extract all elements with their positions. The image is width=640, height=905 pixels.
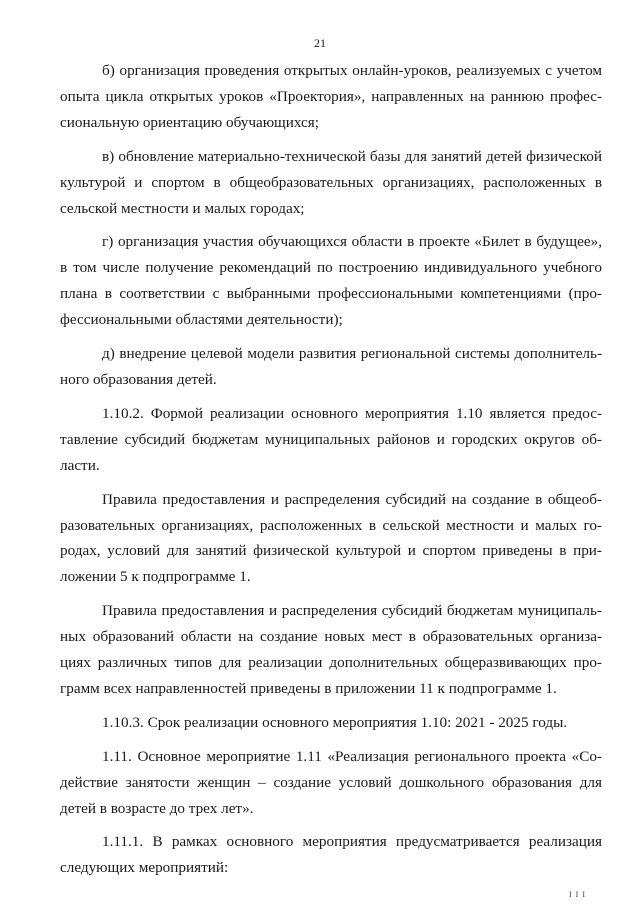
text-line: в том числе получение рекомендаций по построению индивидуального учебного <box>60 259 602 277</box>
text-line: в) обновление материально-технической базы для занятий детей физической <box>102 147 602 165</box>
document-body <box>60 58 602 889</box>
footer-mark: I I I <box>569 890 586 899</box>
paragraph <box>60 341 602 393</box>
text-line: действие занятости женщин – создание условий дошкольного образования для <box>60 773 602 791</box>
text-line: сельской местности и малых городах; <box>60 199 305 217</box>
text-line: тавление субсидий бюджетам муниципальных районов и городских округов об- <box>60 430 602 448</box>
text-line: 1.11. Основное мероприятие 1.11 «Реализация регионального проекта «Со- <box>102 747 602 765</box>
text-line: г) организация участия обучающихся области в проекте «Билет в будущее», <box>102 233 602 251</box>
paragraph <box>60 598 602 702</box>
text-line: д) внедрение целевой модели развития региональной системы дополнитель- <box>102 345 602 363</box>
text-line: следующих мероприятий: <box>60 859 229 877</box>
text-line: 1.10.2. Формой реализации основного мероприятия 1.10 является предос- <box>102 404 602 422</box>
text-line: сиональную ориентацию обучающихся; <box>60 113 319 131</box>
text-line: фессиональными областями деятельности); <box>60 311 343 329</box>
text-line: родах, условий для занятий физической культурой и спортом приведены в при- <box>60 542 602 560</box>
paragraph <box>60 710 602 736</box>
paragraph <box>60 229 602 333</box>
paragraph <box>60 487 602 591</box>
text-line: культурой и спортом в общеобразовательных организациях, расположенных в <box>60 173 602 191</box>
paragraph <box>60 58 602 136</box>
text-line: плана в соответствии с выбранными профессиональными компетенциями (про- <box>60 285 602 303</box>
text-line: ных образований области на создание новых мест в образовательных организа- <box>60 628 602 646</box>
text-line: ласти. <box>60 456 100 474</box>
text-line: ного образования детей. <box>60 370 217 388</box>
text-line: Правила предоставления и распределения субсидий на создание в общеоб- <box>102 490 602 508</box>
text-line: опыта цикла открытых уроков «Проектория», направленных на раннюю профес- <box>60 87 602 105</box>
paragraph <box>60 144 602 222</box>
text-line: ложении 5 к подпрограмме 1. <box>60 568 251 586</box>
page-number: 21 <box>314 36 326 50</box>
text-line: грамм всех направленностей приведены в приложении 11 к подпрограмме 1. <box>60 679 557 697</box>
text-line: детей в возрасте до трех лет». <box>60 799 254 817</box>
text-line: циях различных типов для реализации дополнительных общеразвивающих про- <box>60 654 602 672</box>
paragraph <box>60 829 602 881</box>
text-line: 1.10.3. Срок реализации основного мероприятия 1.10: 2021 - 2025 годы. <box>102 713 568 731</box>
text-line: Правила предоставления и распределения субсидий бюджетам муниципаль- <box>102 602 602 620</box>
paragraph <box>60 401 602 479</box>
text-line: 1.11.1. В рамках основного мероприятия предусматривается реализация <box>102 833 602 851</box>
text-line: разовательных организациях, расположенных в сельской местности и малых го- <box>60 516 602 534</box>
paragraph <box>60 744 602 822</box>
text-line: б) организация проведения открытых онлайн-уроков, реализуемых с учетом <box>102 62 602 79</box>
